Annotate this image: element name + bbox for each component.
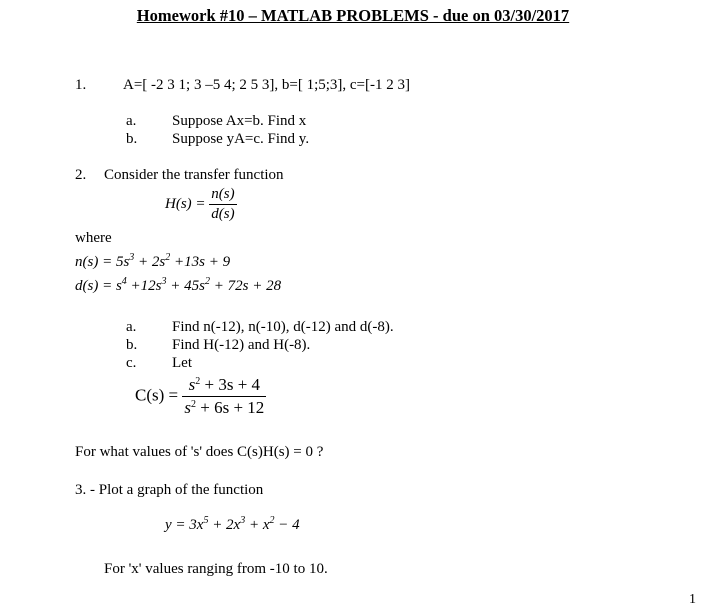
h-denominator: d(s) [211, 206, 235, 222]
problem-1a-text: Suppose Ax=b. Find x [172, 113, 307, 129]
problem-2a-label: a. [126, 319, 137, 335]
d-polynomial [75, 278, 281, 295]
c-fraction [182, 375, 266, 418]
h-lhs: H(s) = [165, 195, 206, 212]
d-exp2: 3 [161, 276, 167, 287]
h-fraction [209, 186, 236, 223]
n-polynomial [75, 254, 230, 271]
problem-2-number: 2. [75, 167, 87, 183]
page-title: Homework #10 – MATLAB PROBLEMS - due on 03/30/2017 [136, 6, 570, 25]
problem-1b-text: Suppose yA=c. Find y. [172, 131, 310, 147]
problem-2a-text: Find n(-12), n(-10), d(-12) and d(-8). [172, 319, 394, 335]
problem-2-intro: Consider the transfer function [104, 167, 284, 183]
where-label: where [75, 230, 112, 246]
problem-1b-label: b. [126, 131, 138, 147]
n-exp1: 3 [129, 252, 135, 263]
problem-2b-label: b. [126, 337, 138, 353]
problem-3-function: $y = 3x^5 + 2x^3 + x^2 - 4$ [165, 515, 300, 533]
d-lhs: d(s) = s [75, 278, 122, 294]
problem-3-heading: 3. - Plot a graph of the function [75, 482, 264, 498]
problem-3-range: For 'x' values ranging from -10 to 10. [104, 561, 328, 577]
c-lhs: C(s) = [135, 385, 179, 405]
h-numerator: n(s) [209, 186, 236, 205]
problem-1-matrices: A=[ -2 3 1; 3 –5 4; 2 5 3], b=[ 1;5;3], c=[-1 2 3] [123, 77, 410, 93]
problem-2b-text: Find H(-12) and H(-8). [172, 337, 311, 353]
n-rest: +13s + 9 [170, 254, 231, 270]
page-number: 1 [689, 592, 696, 607]
d-mid2: + 45s [166, 278, 205, 294]
d-mid1: +12s [126, 278, 162, 294]
c-function-equation [135, 375, 266, 418]
c-denominator: $s^2 + 6s + 12$ [184, 398, 265, 417]
d-rest: + 72s + 28 [209, 278, 282, 294]
c-numerator: $s^2 + 3s + 4$ [182, 375, 266, 397]
problem-2c-label: c. [126, 355, 137, 371]
n-exp2: 2 [165, 252, 171, 263]
d-exp3: 2 [204, 276, 210, 287]
problem-1-number: 1. [75, 77, 87, 93]
problem-2-question: For what values of 's' does C(s)H(s) = 0 ? [75, 444, 324, 460]
problem-2c-text: Let [172, 355, 192, 371]
n-lhs: n(s) = 5s [75, 254, 130, 270]
d-exp1: 4 [121, 276, 127, 287]
transfer-function-equation [165, 186, 237, 223]
problem-1a-label: a. [126, 113, 137, 129]
n-mid1: + 2s [134, 254, 166, 270]
